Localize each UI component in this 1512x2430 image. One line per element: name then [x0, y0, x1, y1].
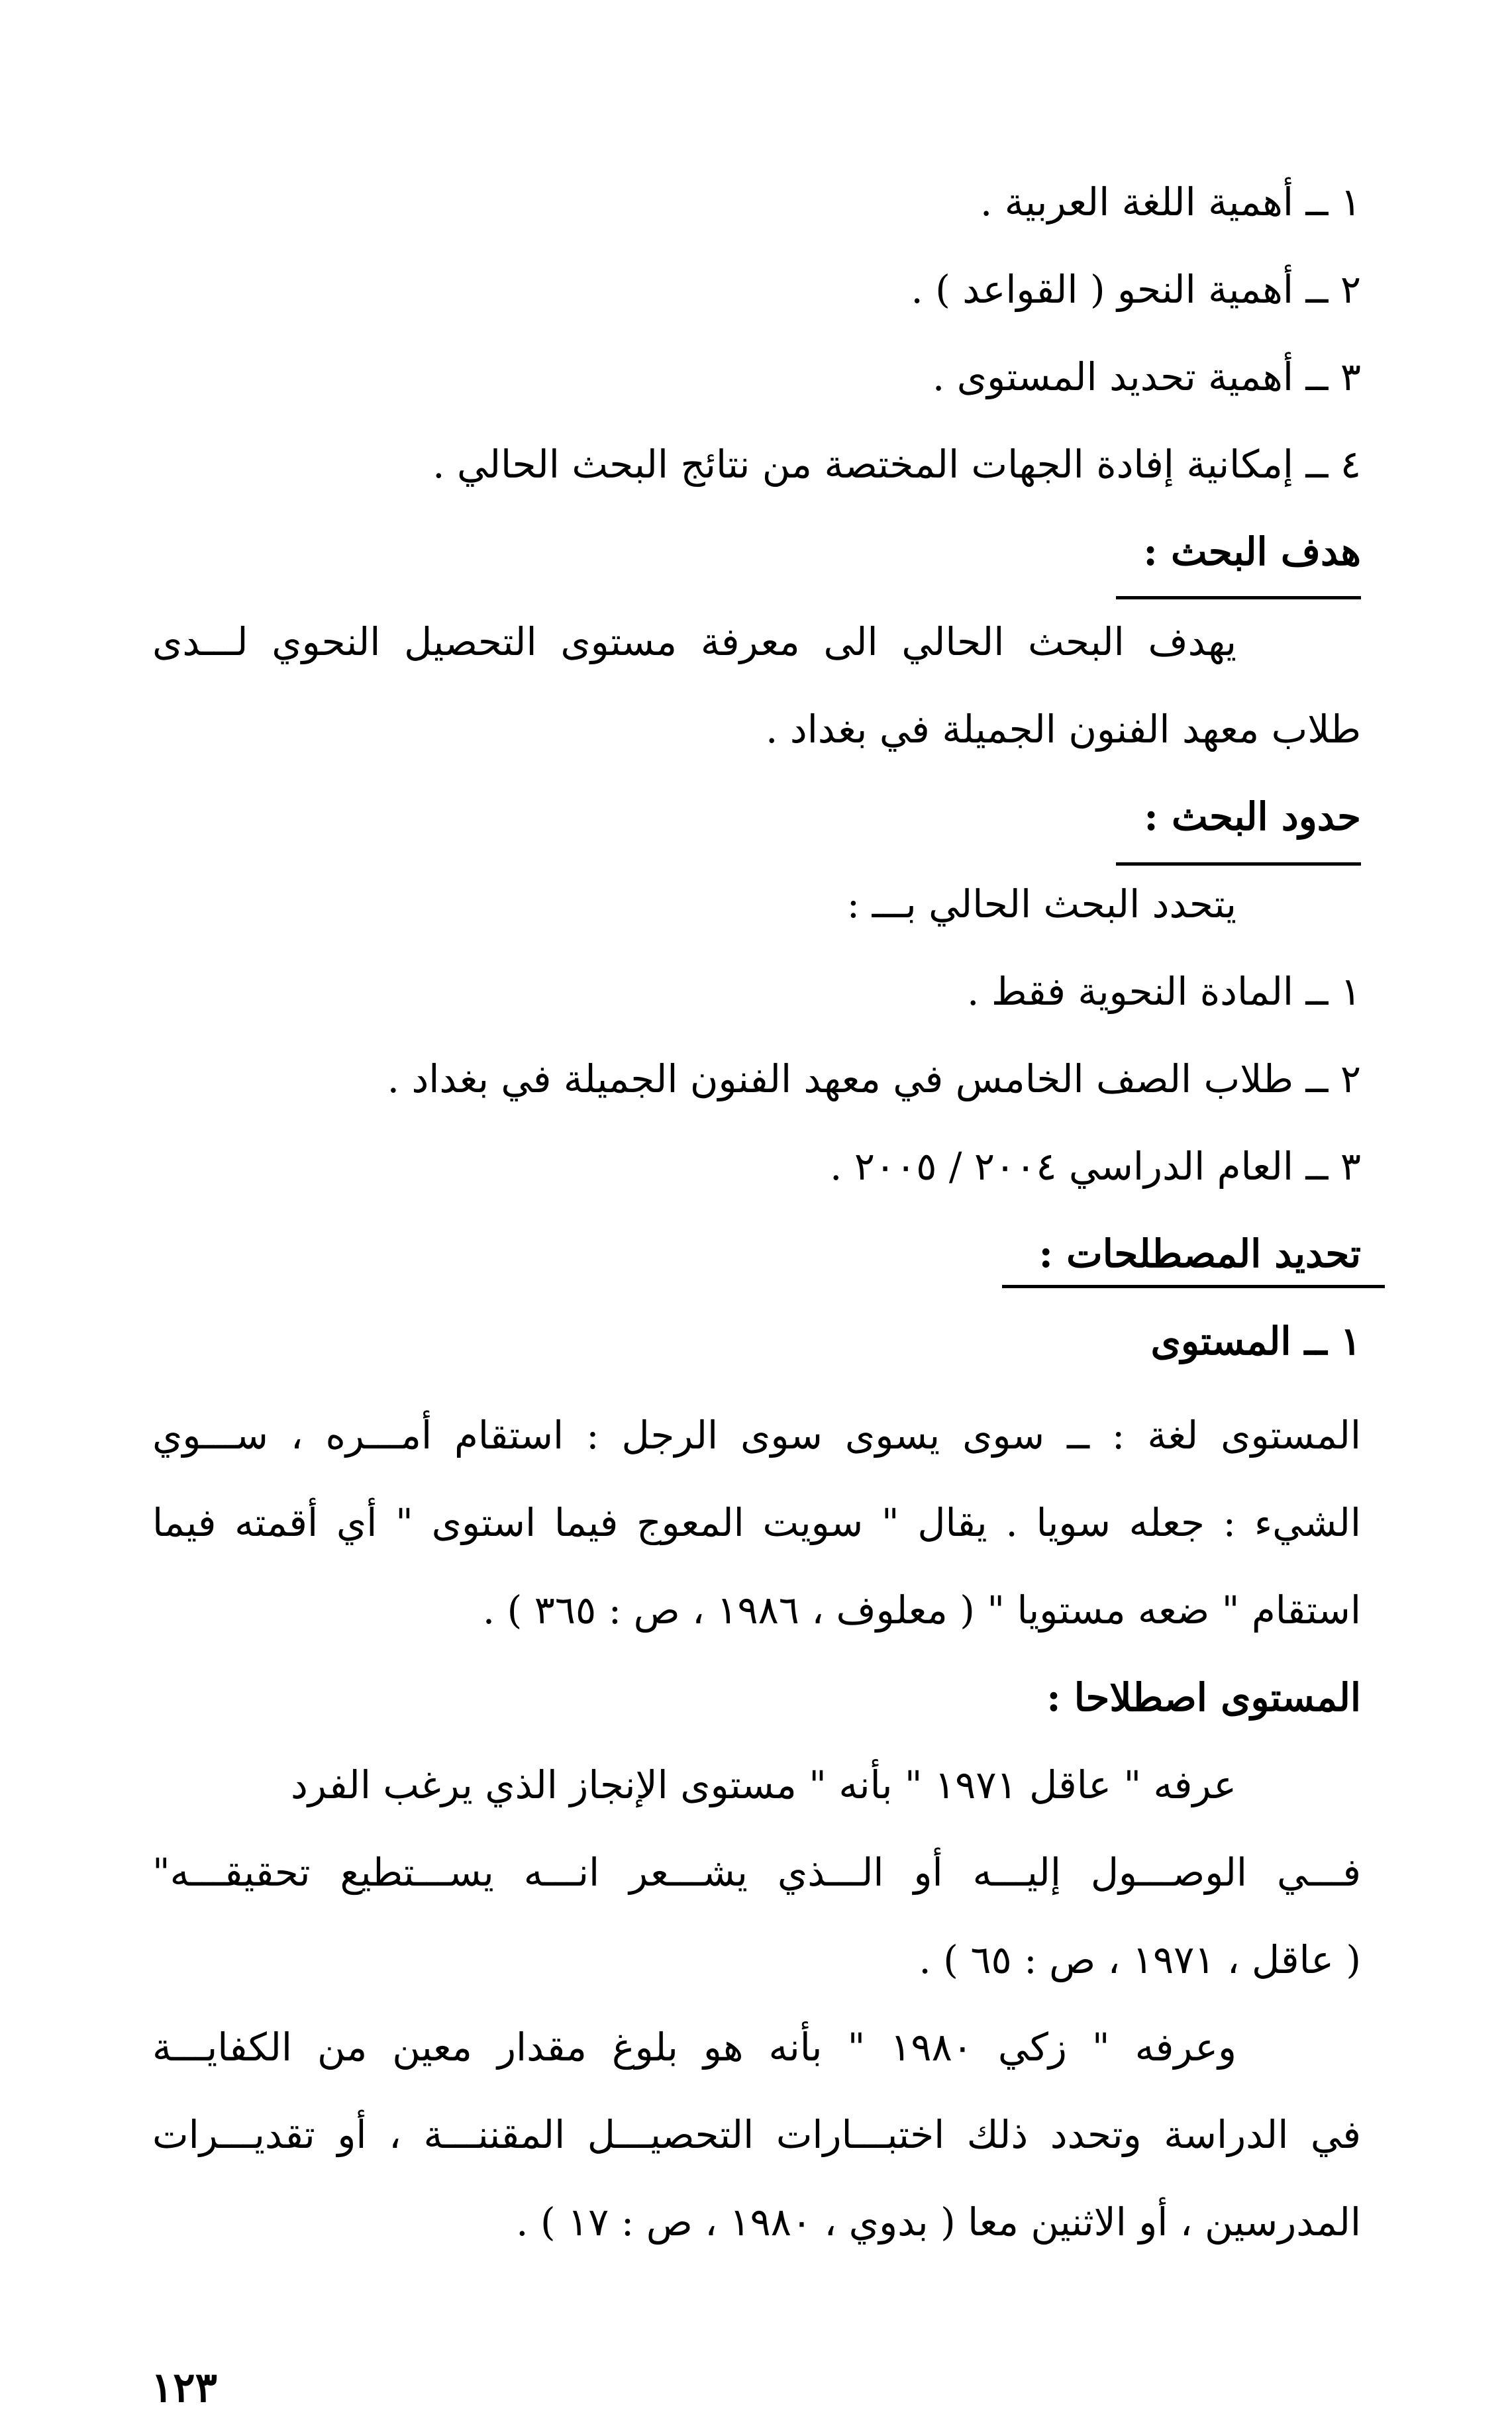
technical-line-2: فـــي الوصـــول إليـــه أو الـــذي يشـــعر انـــه يســـتطيع تحقيقـــه" — [152, 1850, 1361, 1895]
limits-item-3: ٣ ــ العام الدراسي ٢٠٠٤ / ٢٠٠٥ . — [829, 1144, 1361, 1189]
linguistic-line-2: الشيء : جعله سويا . يقال " سويت المعوج فيما استوى " أي أقمته فيما — [152, 1500, 1361, 1545]
limits-heading-underline — [1116, 862, 1361, 866]
importance-item-2: ٢ ــ أهمية النحو ( القواعد ) . — [911, 267, 1361, 312]
technical-line-4: وعرفه " زكي ١٩٨٠ " بأنه هو بلوغ مقدار معين من الكفايـــة — [152, 2025, 1236, 2070]
technical-line-1: عرفه " عاقل ١٩٧١ " بأنه " مستوى الإنجاز الذي يرغب الفرد — [290, 1762, 1236, 1807]
limits-heading: حدود البحث : — [1144, 794, 1361, 839]
aim-heading-underline — [1116, 596, 1361, 599]
page-number: ١٢٣ — [151, 2363, 217, 2411]
technical-heading: المستوى اصطلاحا : — [1046, 1675, 1361, 1720]
importance-item-4: ٤ ــ إمكانية إفادة الجهات المختصة من نتائج البحث الحالي . — [432, 442, 1361, 487]
limits-intro: يتحدد البحث الحالي بـــ : — [846, 882, 1236, 927]
importance-item-3: ٣ ــ أهمية تحديد المستوى . — [932, 354, 1361, 399]
technical-line-5: في الدراسة وتحدد ذلك اختبـــارات التحصيـــل المقننـــة ، أو تقديـــرات — [152, 2112, 1361, 2157]
technical-line-6: المدرسين ، أو الاثنين معا ( بدوي ، ١٩٨٠ ، ص : ١٧ ) . — [516, 2200, 1361, 2245]
aim-heading: هدف البحث : — [1143, 529, 1361, 574]
terms-subheading: ١ ــ المستوى — [1150, 1319, 1361, 1364]
aim-line-2: طلاب معهد الفنون الجميلة في بغداد . — [766, 707, 1361, 752]
terms-heading-underline — [1002, 1285, 1385, 1288]
linguistic-line-1: المستوى لغة : ــ سوى يسوى سوى الرجل : استقام أمـــره ، ســـوي — [152, 1413, 1361, 1458]
importance-item-1: ١ ــ أهمية اللغة العربية . — [980, 179, 1361, 225]
aim-line-1: يهدف البحث الحالي الى معرفة مستوى التحصيل النحوي لـــدى — [152, 619, 1236, 664]
limits-item-1: ١ ــ المادة النحوية فقط . — [966, 969, 1361, 1014]
technical-line-3: ( عاقل ، ١٩٧١ ، ص : ٦٥ ) . — [919, 1937, 1361, 1982]
linguistic-line-3: استقام " ضعه مستويا " ( معلوف ، ١٩٨٦ ، ص : ٣٦٥ ) . — [482, 1588, 1361, 1633]
terms-heading: تحديد المصطلحات : — [1038, 1231, 1361, 1276]
limits-item-2: ٢ ــ طلاب الصف الخامس في معهد الفنون الجميلة في بغداد . — [387, 1056, 1361, 1101]
